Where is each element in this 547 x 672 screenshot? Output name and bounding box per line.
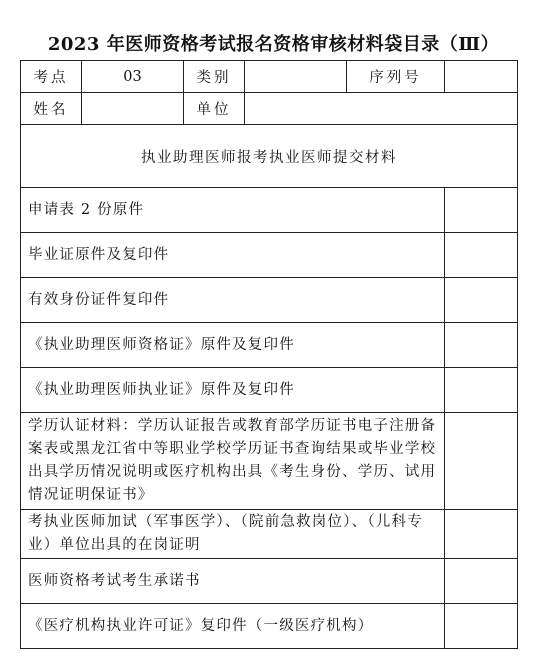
item-text: 有效身份证件复印件 (21, 278, 445, 323)
item-check-cell[interactable] (445, 323, 518, 368)
item-text: 毕业证原件及复印件 (21, 233, 445, 278)
category-value[interactable] (245, 61, 347, 93)
header-row-2 (21, 93, 518, 125)
item-check-cell[interactable] (445, 188, 518, 233)
list-item (21, 413, 518, 510)
exam-site-value[interactable]: 03 (82, 61, 184, 93)
item-check-cell[interactable] (445, 278, 518, 323)
item-check-cell[interactable] (445, 368, 518, 413)
name-label: 姓名 (21, 93, 82, 125)
item-text: 学历认证材料：学历认证报告或教育部学历证书电子注册备案表或黑龙江省中等职业学校学历证书查询结果或毕业学校出具学历情况说明或医疗机构出具《考生身份、学历、试用情况证明保证书》 (21, 413, 445, 510)
serial-label: 序列号 (347, 61, 445, 93)
document-title: 2023 年医师资格考试报名资格审核材料袋目录（Ⅲ） (47, 34, 500, 55)
item-text: 《医疗机构执业许可证》复印件（一级医疗机构） (21, 604, 445, 649)
item-check-cell[interactable] (445, 510, 518, 559)
item-check-cell[interactable] (445, 413, 518, 510)
item-text: 医师资格考试考生承诺书 (21, 559, 445, 604)
unit-value[interactable] (245, 93, 518, 125)
item-text: 《执业助理医师执业证》原件及复印件 (21, 368, 445, 413)
list-item (21, 368, 518, 413)
item-text: 考执业医师加试（军事医学）、（院前急救岗位）、（儿科专业）单位出具的在岗证明 (21, 510, 445, 559)
unit-label: 单位 (184, 93, 245, 125)
category-label: 类别 (184, 61, 245, 93)
list-item (21, 188, 518, 233)
item-check-cell[interactable] (445, 604, 518, 649)
item-text: 申请表 2 份原件 (21, 188, 445, 233)
list-item (21, 604, 518, 649)
list-item (21, 559, 518, 604)
item-check-cell[interactable] (445, 233, 518, 278)
list-item (21, 278, 518, 323)
list-item (21, 510, 518, 559)
serial-value[interactable] (445, 61, 518, 93)
section-title: 执业助理医师报考执业医师提交材料 (21, 125, 518, 188)
item-text: 《执业助理医师资格证》原件及复印件 (21, 323, 445, 368)
header-row-1 (21, 61, 518, 93)
materials-checklist-table (20, 60, 518, 649)
exam-site-label: 考点 (21, 61, 82, 93)
item-check-cell[interactable] (445, 559, 518, 604)
list-item (21, 323, 518, 368)
section-title-row (21, 125, 518, 188)
list-item (21, 233, 518, 278)
name-value[interactable] (82, 93, 184, 125)
